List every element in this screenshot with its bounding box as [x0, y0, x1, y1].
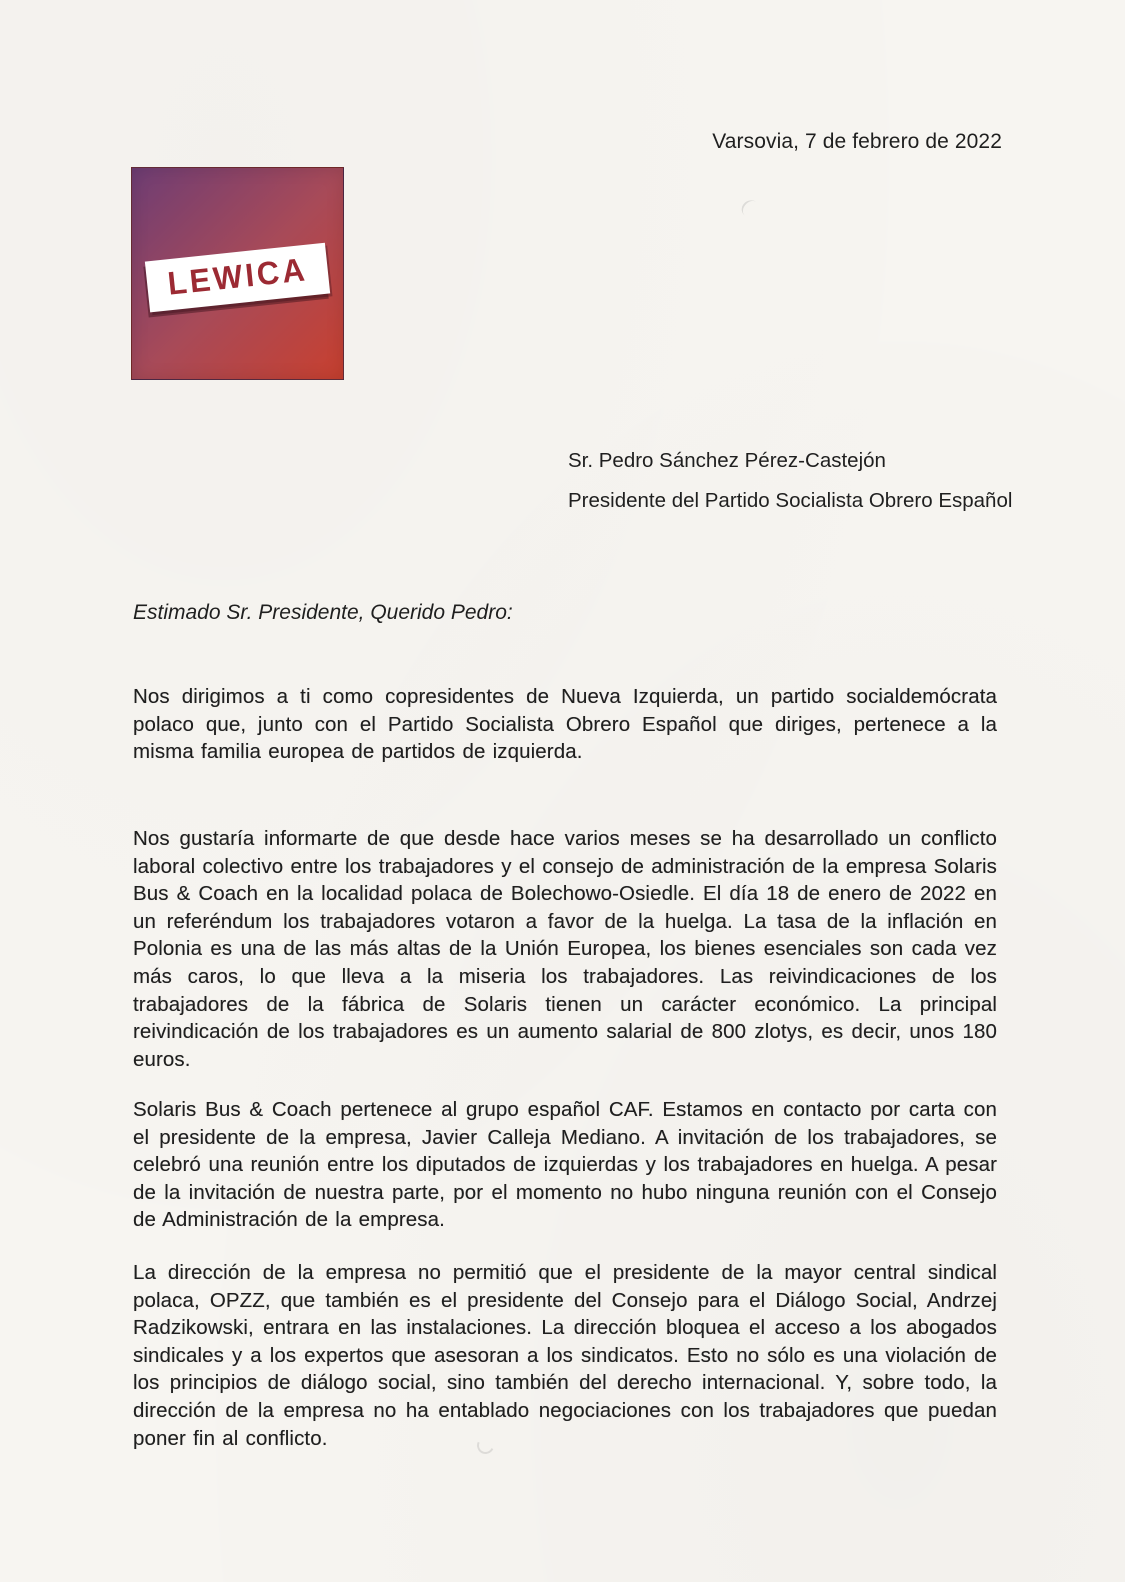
body-paragraph-1: Nos dirigimos a ti como copresidentes de Nueva Izquierda, un partido socialdemócrata polaco que, junto con el Partido Socialista Obrero Español que diriges, pertenece a la misma familia europea de partidos de izquierda. [133, 685, 997, 764]
lewica-logo [131, 167, 344, 380]
lewica-logo-banner [145, 243, 331, 312]
body-paragraph-2: Nos gustaría informarte de que desde hace varios meses se ha desarrollado un conflicto laboral colectivo entre los trabajadores y el consejo de administración de la empresa Solaris Bus & Coach en la localidad polaca de Bolechowo-Osiedle. El día 18 de enero de 2022 en un referéndum los trabajadores votaron a favor de la huelga. La tasa de la inflación en Polonia es una de las más altas de la Unión Europea, los bienes esenciales son cada vez más caros, lo que lleva a la miseria los trabajadores. Las reivindicaciones de los trabajadores de la fábrica de Solaris tienen un carácter económico. La principal reivindicación de los trabajadores es un aumento salarial de 800 zlotys, es decir, unos 180 euros. [133, 827, 997, 1071]
salutation-line: Estimado Sr. Presidente, Querido Pedro: [133, 601, 513, 624]
body-paragraph-3: Solaris Bus & Coach pertenece al grupo español CAF. Estamos en contacto por carta con el presidente de la empresa, Javier Calleja Mediano. A invitación de los trabajadores, se celebró una reunión entre los diputados de izquierdas y los trabajadores en huelga. A pesar de la invitación de nuestra parte, por el momento no hubo ninguna reunión con el Consejo de Administración de la empresa. [133, 1098, 997, 1232]
scan-artifact [738, 196, 763, 221]
date-line: Varsovia, 7 de febrero de 2022 [712, 130, 1002, 153]
recipient-block [568, 441, 1012, 521]
body-paragraph-4: La dirección de la empresa no permitió que el presidente de la mayor central sindical polaca, OPZZ, que también es el presidente del Consejo para el Diálogo Social, Andrzej Radzikowski, entrara en las instalaciones. La dirección bloquea el acceso a los abogados sindicales y a los expertos que asesoran a los sindicatos. Esto no sólo es una violación de los principios de diálogo social, sino también del derecho internacional. Y, sobre todo, la dirección de la empresa no ha entablado negociaciones con los trabajadores que puedan poner fin al conflicto. [133, 1261, 997, 1450]
recipient-name: Sr. Pedro Sánchez Pérez-Castejón [568, 449, 886, 472]
recipient-title: Presidente del Partido Socialista Obrero Español [568, 489, 1013, 512]
lewica-logo-text: LEWICA [165, 251, 310, 303]
